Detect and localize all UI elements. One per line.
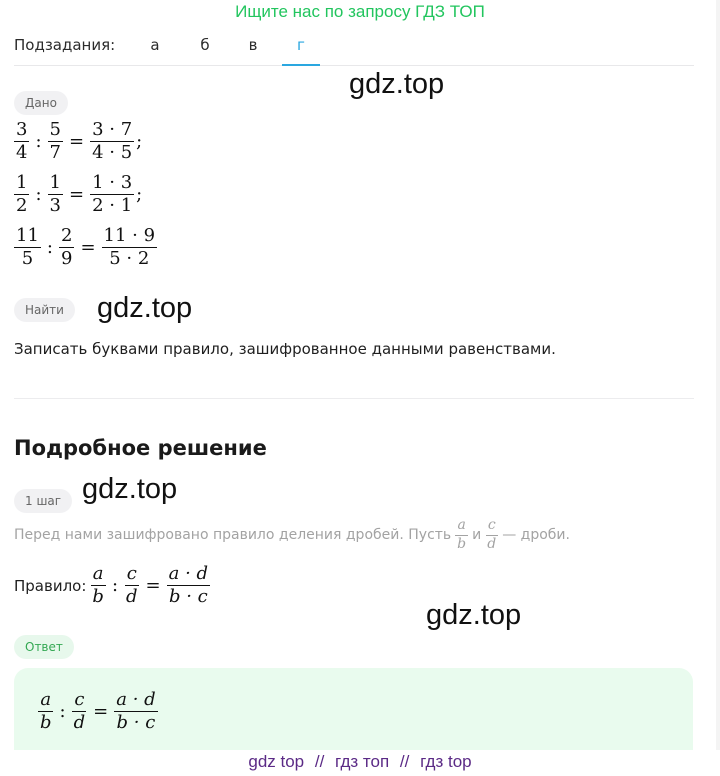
fraction: [59, 226, 74, 269]
numerator: a · d: [114, 690, 157, 712]
divide-sign: :: [35, 184, 42, 206]
answer-box: [14, 668, 693, 750]
numerator: c: [72, 690, 86, 712]
fraction: [48, 120, 63, 163]
given-badge: Дано: [14, 91, 68, 115]
fraction: [72, 690, 88, 733]
fraction: [102, 226, 158, 269]
denominator: d: [73, 712, 86, 734]
denominator: 5 · 2: [109, 248, 150, 270]
given-equation-1: [14, 120, 142, 163]
given-equation-3: [14, 226, 157, 269]
step-and: и: [472, 527, 482, 544]
divide-sign: :: [46, 237, 53, 259]
numerator: 2: [59, 226, 74, 248]
numerator: a: [38, 690, 53, 712]
denominator: b: [40, 712, 52, 734]
tab-g[interactable]: г: [282, 36, 320, 66]
fraction: [90, 173, 134, 216]
numerator: 1: [14, 173, 29, 195]
answer-badge: Ответ: [14, 635, 74, 659]
fraction: [14, 226, 41, 269]
numerator: a · d: [167, 564, 210, 586]
equals-sign: =: [93, 701, 109, 723]
footer-link[interactable]: gdz top: [248, 752, 305, 771]
footer-link[interactable]: гдз top: [420, 752, 472, 771]
fraction: [38, 690, 54, 733]
numerator: 1 · 3: [90, 173, 134, 195]
numerator: c: [125, 564, 139, 586]
denominator: b: [92, 586, 104, 608]
denominator: 7: [49, 142, 61, 164]
step-tail: — дроби.: [502, 527, 570, 544]
denominator: 2: [16, 195, 28, 217]
watermark: gdz.top: [82, 473, 178, 505]
tab-v[interactable]: в: [248, 36, 258, 54]
find-badge: Найти: [14, 298, 75, 322]
equals-sign: =: [68, 131, 85, 153]
denominator: 4 · 5: [92, 142, 133, 164]
footer-separator: //: [399, 752, 410, 771]
fraction: [485, 518, 498, 552]
fraction: [48, 173, 63, 216]
semicolon: ;: [136, 131, 143, 153]
footer-separator: //: [314, 752, 325, 771]
divider: [14, 398, 694, 399]
footer-link[interactable]: гдз топ: [335, 752, 390, 771]
rule-row: [14, 564, 210, 607]
fraction: [14, 120, 29, 163]
section-title: Подробное решение: [14, 436, 267, 460]
footer-links: [0, 750, 720, 776]
numerator: 1: [48, 173, 63, 195]
fraction: [124, 564, 140, 607]
divide-sign: :: [35, 131, 42, 153]
denominator: 3: [49, 195, 61, 217]
fraction: [90, 564, 106, 607]
step-text: [14, 518, 570, 552]
tab-a[interactable]: а: [150, 36, 160, 54]
subtasks-bar: [14, 34, 694, 66]
fraction: [90, 120, 134, 163]
numerator: 3 · 7: [90, 120, 134, 142]
denominator: b · c: [168, 586, 208, 608]
given-equation-2: [14, 173, 142, 216]
watermark: gdz.top: [349, 68, 445, 100]
step-sentence: Перед нами зашифровано правило деления дробей. Пусть: [14, 527, 452, 544]
numerator: c: [486, 518, 498, 536]
denominator: d: [126, 586, 138, 608]
numerator: 11: [14, 226, 41, 248]
denominator: b · c: [116, 712, 156, 734]
tab-b[interactable]: б: [200, 36, 210, 54]
equals-sign: =: [68, 184, 85, 206]
denominator: 5: [21, 248, 34, 270]
denominator: d: [487, 535, 497, 552]
denominator: b: [457, 535, 467, 552]
semicolon: ;: [136, 184, 143, 206]
scrollbar-track[interactable]: [716, 0, 720, 776]
numerator: a: [91, 564, 106, 586]
fraction: [167, 564, 210, 607]
denominator: 4: [16, 142, 28, 164]
equals-sign: =: [80, 237, 96, 259]
numerator: 11 · 9: [102, 226, 158, 248]
subtasks-label: Подзадания:: [14, 36, 116, 54]
find-text: Записать буквами правило, зашифрованное данными равенствами.: [14, 340, 556, 358]
rule-label: Правило:: [14, 576, 87, 595]
numerator: a: [455, 518, 467, 536]
fraction: [114, 690, 157, 733]
denominator: 2 · 1: [92, 195, 133, 217]
watermark: gdz.top: [426, 599, 522, 631]
divide-sign: :: [59, 701, 66, 723]
watermark: gdz.top: [97, 292, 193, 324]
answer-equation: [38, 690, 158, 733]
step-badge: 1 шаг: [14, 489, 72, 513]
equals-sign: =: [145, 575, 161, 597]
search-banner[interactable]: Ищите нас по запросу ГДЗ ТОП: [235, 2, 485, 21]
fraction: [455, 518, 468, 552]
denominator: 9: [60, 248, 73, 270]
divide-sign: :: [111, 575, 119, 597]
numerator: 3: [14, 120, 29, 142]
fraction: [14, 173, 29, 216]
rule-equation: [90, 564, 210, 607]
numerator: 5: [48, 120, 63, 142]
